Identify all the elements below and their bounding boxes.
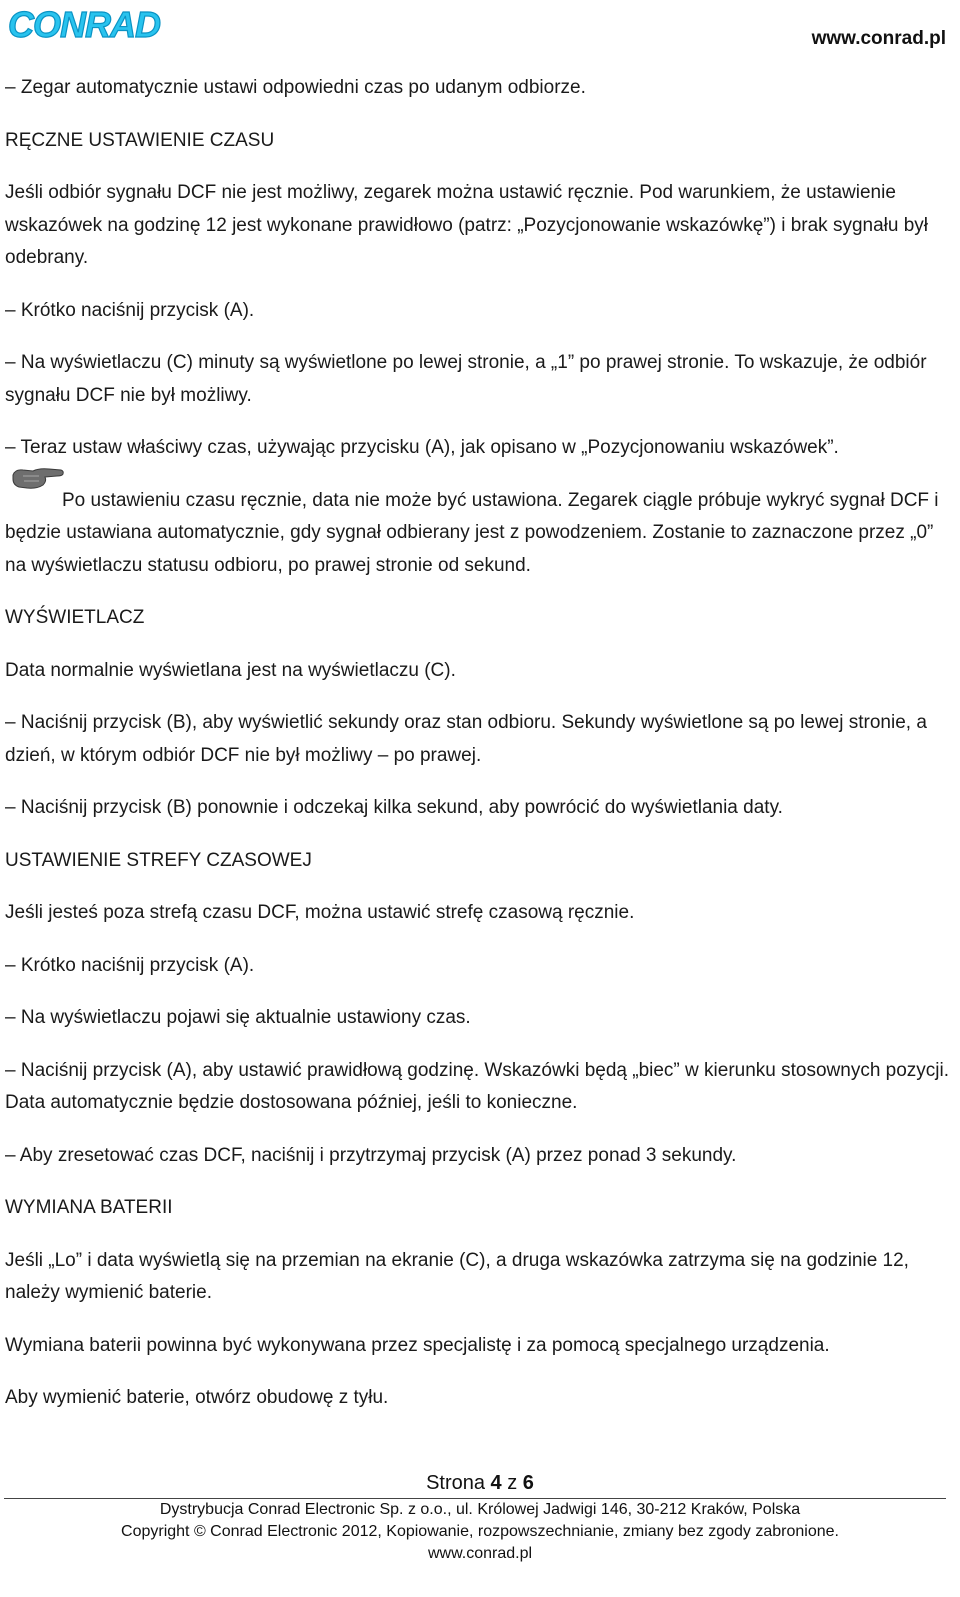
footer-address: Dystrybucja Conrad Electronic Sp. z o.o., ul. Królowej Jadwigi 146, 30-212 Kraków, Polska [159,1501,801,1518]
pointing-hand-icon [9,463,65,493]
paragraph: Jeśli „Lo” i data wyświetlą się na przemian na ekranie (C), a druga wskazówka zatrzyma się na godzinie 12, należy wymienić baterie. [5,1249,909,1303]
paragraph: – Na wyświetlaczu (C) minuty są wyświetlone po lewej stronie, a „1” po prawej stronie. To wskazuje, że odbiór sygnału DCF nie był możliwy. [5,352,927,406]
section-heading-manual: RĘCZNE USTAWIENIE CZASU [5,129,275,151]
paragraph: – Zegar automatycznie ustawi odpowiedni czas po udanym odbiorze. [5,77,586,98]
paragraph: Aby wymienić baterie, otwórz obudowę z tyłu. [5,1387,389,1408]
logo-text: CONRAD [8,4,160,44]
paragraph: – Krótko naciśnij przycisk (A). [5,299,255,321]
paragraph: Wymiana baterii powinna być wykonywana przez specjalistę i za pomocą specjalnego urządzenia. [5,1334,830,1356]
section-heading-battery: WYMIANA BATERII [5,1197,173,1218]
conrad-logo [6,4,164,44]
page-prefix: Strona [426,1472,491,1494]
note-block [5,485,950,583]
page-footer [0,1468,960,1565]
footer-copyright: Copyright © Conrad Electronic 2012, Kopiowanie, rozpowszechnianie, zmiany bez zgody zabronione. [121,1523,839,1540]
note-text: Po ustawieniu czasu ręcznie, data nie może być ustawiona. Zegarek ciągle próbuje wykryć sygnał DCF i będzie ustawiana automatycznie, gdy sygnał odbierany jest z powodzeniem. Zostanie to zaznaczone przez „0” na wyświetlaczu statusu odbioru, po prawej stronie od sekund. [5,489,939,576]
paragraph: Jeśli odbiór sygnału DCF nie jest możliwy, zegarek można ustawić ręcznie. Pod warunkiem, że ustawienie wskazówek na godzinę 12 jest wykonane prawidłowo (patrz: „Pozycjonowanie wskazówkę”) i brak sygnału był odebrany. [5,182,928,268]
paragraph: – Teraz ustaw właściwy czas, używając przycisku (A), jak opisano w „Pozycjonowaniu wskazówek”. [5,437,839,458]
header-site-url[interactable]: www.conrad.pl [811,28,946,49]
page-header [0,0,960,60]
page-current: 4 [490,1472,502,1494]
paragraph: – Na wyświetlaczu pojawi się aktualnie ustawiony czas. [5,1007,471,1028]
section-heading-display: WYŚWIETLACZ [5,607,145,628]
paragraph: – Krótko naciśnij przycisk (A). [5,954,255,976]
document-body [5,72,950,1435]
page-total: 6 [522,1472,534,1494]
paragraph: – Aby zresetować czas DCF, naciśnij i przytrzymaj przycisk (A) przez ponad 3 sekundy. [5,1144,737,1166]
paragraph: – Naciśnij przycisk (B) ponownie i odczekaj kilka sekund, aby powrócić do wyświetlania daty. [5,797,783,818]
footer-url[interactable]: www.conrad.pl [427,1545,533,1562]
paragraph: – Naciśnij przycisk (A), aby ustawić prawidłową godzinę. Wskazówki będą „biec” w kierunku stosownych pozycji. Data automatycznie będzie dostosowana później, jeśli to konieczne. [5,1059,950,1113]
paragraph: Jeśli jesteś poza strefą czasu DCF, można ustawić strefę czasową ręcznie. [5,902,635,923]
page-separator: z [501,1472,523,1494]
paragraph: Data normalnie wyświetlana jest na wyświetlaczu (C). [5,659,456,681]
page-number [0,1468,960,1498]
section-heading-timezone: USTAWIENIE STREFY CZASOWEJ [5,849,312,871]
paragraph: – Naciśnij przycisk (B), aby wyświetlić sekundy oraz stan odbioru. Sekundy wyświetlone są po lewej stronie, a dzień, w którym odbiór DCF nie był możliwy – po prawej. [5,712,927,766]
